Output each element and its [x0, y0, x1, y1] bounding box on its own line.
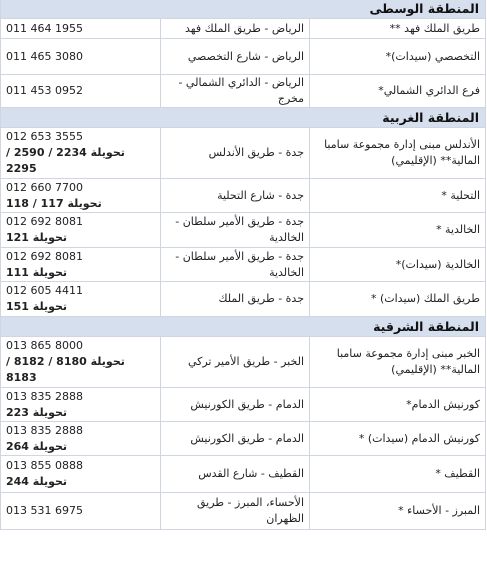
phone-extension: تحويلة 264 — [6, 439, 68, 453]
phone-extension: تحويلة 8180 / 8182 / 8183 — [6, 355, 125, 384]
branch-address: الدمام - طريق الكورنيش — [161, 422, 310, 456]
branch-row — [1, 248, 486, 282]
phone-number: 013 855 0888 — [6, 459, 83, 472]
branch-name: كورنيش الدمام* — [310, 388, 486, 422]
phone-extension: تحويلة 121 — [6, 231, 68, 244]
branch-phone-cell — [1, 388, 161, 422]
phone-number: 013 835 2888 — [6, 423, 83, 437]
phone-number: 012 605 4411 — [6, 284, 83, 297]
phone-number: 012 660 7700 — [6, 180, 83, 194]
branch-name: الخبر مبنى إدارة مجموعة سامبا المالية** (الإقليمي) — [310, 337, 486, 388]
branch-phone-cell — [1, 337, 161, 388]
phone-extension: تحويلة 111 — [6, 265, 68, 279]
branch-name: الأندلس مبنى إدارة مجموعة سامبا المالية** (الإقليمي) — [310, 128, 486, 179]
branch-row — [1, 179, 486, 213]
branch-name: الخالدية (سيدات)* — [310, 248, 486, 282]
branch-phone-cell — [1, 19, 161, 39]
branch-name: الخالدية * — [310, 213, 486, 248]
branches-table-body — [1, 0, 486, 530]
region-header — [1, 317, 486, 337]
region-header — [1, 0, 486, 19]
branch-address: الدمام - طريق الكورنيش — [161, 388, 310, 422]
branch-phone-cell — [1, 422, 161, 456]
branch-address: الرياض - الدائري الشمالي - مخرج — [161, 75, 310, 108]
phone-extension: تحويلة 2234 / 2590 / 2295 — [6, 146, 125, 175]
branch-name: فرع الدائري الشمالي* — [310, 75, 486, 108]
phone-number: 013 865 8000 — [6, 339, 83, 352]
branch-phone-cell — [1, 75, 161, 108]
branch-row — [1, 213, 486, 248]
branch-address: جدة - طريق الملك — [161, 282, 310, 317]
phone-extension: تحويلة 244 — [6, 475, 68, 488]
phone-number: 011 453 0952 — [6, 84, 83, 97]
branch-row — [1, 19, 486, 39]
branch-row — [1, 282, 486, 317]
branch-address: جدة - شارع التحلية — [161, 179, 310, 213]
region-title: المنطقة الشرقية — [1, 317, 486, 337]
region-header — [1, 108, 486, 128]
branch-phone-cell — [1, 248, 161, 282]
branch-row — [1, 388, 486, 422]
branch-address: الرياض - شارع التخصصي — [161, 39, 310, 75]
branch-name: كورنيش الدمام (سيدات) * — [310, 422, 486, 456]
branch-row — [1, 39, 486, 75]
branch-name: طريق الملك فهد ** — [310, 19, 486, 39]
branch-phone-cell — [1, 39, 161, 75]
branch-address: القطيف - شارع القدس — [161, 456, 310, 493]
phone-extension: تحويلة 151 — [6, 300, 68, 313]
branch-phone-cell — [1, 456, 161, 493]
branch-phone-cell — [1, 493, 161, 530]
branch-row — [1, 493, 486, 530]
phone-number: 012 692 8081 — [6, 215, 83, 228]
branch-row — [1, 456, 486, 493]
phone-number: 012 692 8081 — [6, 249, 83, 263]
branch-phone-cell — [1, 282, 161, 317]
branch-name: طريق الملك (سيدات) * — [310, 282, 486, 317]
branch-name: التحلية * — [310, 179, 486, 213]
region-title: المنطقة الوسطى — [1, 0, 486, 19]
branch-address: الرياض - طريق الملك فهد — [161, 19, 310, 39]
branch-address: جدة - طريق الأندلس — [161, 128, 310, 179]
branch-address: جدة - طريق الأمير سلطان - الخالدية — [161, 248, 310, 282]
phone-extension: تحويلة 223 — [6, 405, 68, 419]
branch-row — [1, 75, 486, 108]
phone-number: 011 465 3080 — [6, 49, 83, 63]
branch-name: المبرز - الأحساء * — [310, 493, 486, 530]
branch-phone-cell — [1, 128, 161, 179]
branch-row — [1, 422, 486, 456]
phone-number: 013 835 2888 — [6, 389, 83, 403]
region-title: المنطقة الغربية — [1, 108, 486, 128]
phone-number: 011 464 1955 — [6, 21, 83, 35]
branch-phone-cell — [1, 213, 161, 248]
branch-address: الخبر - طريق الأمير تركي — [161, 337, 310, 388]
branch-name: التخصصي (سيدات)* — [310, 39, 486, 75]
branch-address: جدة - طريق الأمير سلطان - الخالدية — [161, 213, 310, 248]
phone-number: 013 531 6975 — [6, 504, 83, 517]
phone-extension: تحويلة 117 / 118 — [6, 196, 102, 210]
branch-name: القطيف * — [310, 456, 486, 493]
branch-phone-cell — [1, 179, 161, 213]
branch-row — [1, 128, 486, 179]
branch-address: الأحساء، المبرز - طريق الظهران — [161, 493, 310, 530]
phone-number: 012 653 3555 — [6, 130, 83, 143]
branch-row — [1, 337, 486, 388]
